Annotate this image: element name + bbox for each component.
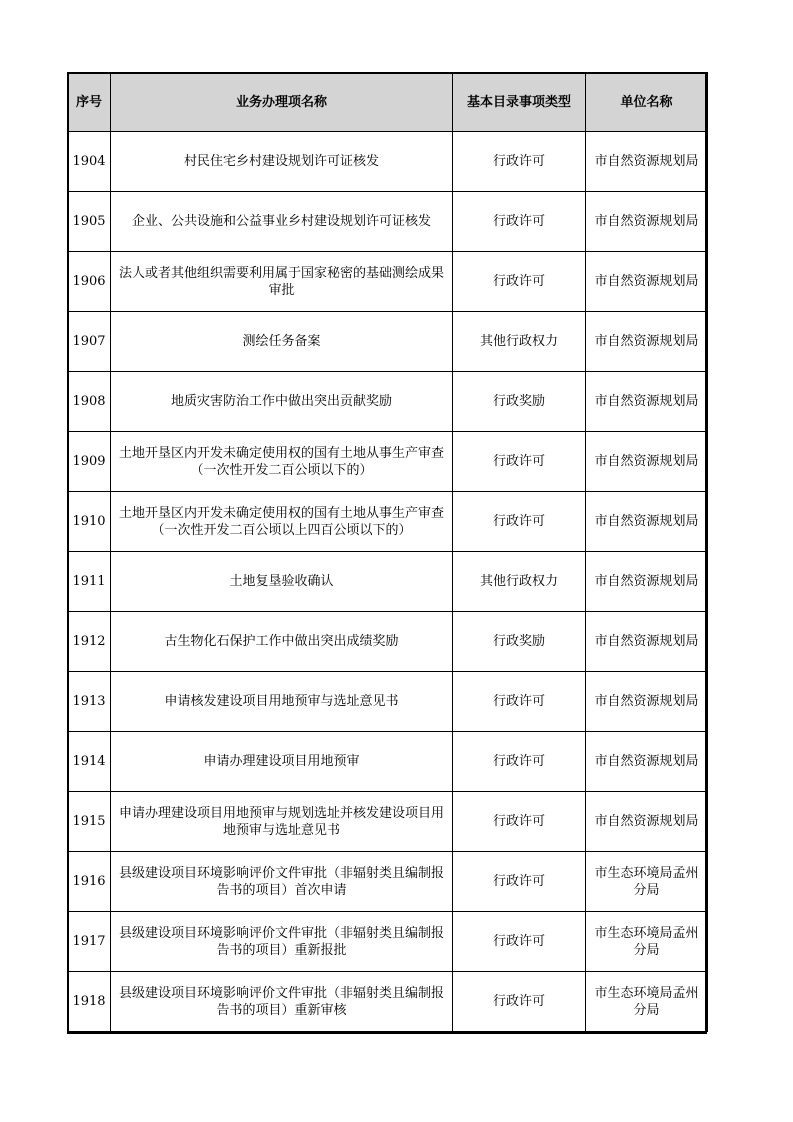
cell-index: 1910 bbox=[68, 492, 111, 552]
cell-name: 地质灾害防治工作中做出突出贡献奖励 bbox=[111, 372, 453, 432]
cell-type: 行政许可 bbox=[453, 852, 586, 912]
cell-unit: 市自然资源规划局 bbox=[586, 312, 708, 372]
cell-unit: 市生态环境局孟州分局 bbox=[586, 912, 708, 972]
cell-name: 测绘任务备案 bbox=[111, 312, 453, 372]
table-row bbox=[68, 972, 708, 1032]
cell-type: 行政许可 bbox=[453, 432, 586, 492]
table-row bbox=[68, 792, 708, 852]
cell-type: 行政许可 bbox=[453, 732, 586, 792]
table-row bbox=[68, 432, 708, 492]
cell-unit: 市自然资源规划局 bbox=[586, 192, 708, 252]
cell-type: 行政许可 bbox=[453, 192, 586, 252]
cell-type: 行政奖励 bbox=[453, 372, 586, 432]
cell-name: 法人或者其他组织需要利用属于国家秘密的基础测绘成果审批 bbox=[111, 252, 453, 312]
cell-index: 1908 bbox=[68, 372, 111, 432]
cell-index: 1909 bbox=[68, 432, 111, 492]
table-row bbox=[68, 132, 708, 192]
table-row bbox=[68, 552, 708, 612]
cell-unit: 市自然资源规划局 bbox=[586, 732, 708, 792]
table-row bbox=[68, 612, 708, 672]
cell-index: 1912 bbox=[68, 612, 111, 672]
cell-type: 其他行政权力 bbox=[453, 552, 586, 612]
cell-name: 古生物化石保护工作中做出突出成绩奖励 bbox=[111, 612, 453, 672]
cell-index: 1911 bbox=[68, 552, 111, 612]
header-unit: 单位名称 bbox=[586, 73, 708, 132]
cell-unit: 市自然资源规划局 bbox=[586, 372, 708, 432]
cell-unit: 市自然资源规划局 bbox=[586, 552, 708, 612]
cell-type: 行政许可 bbox=[453, 972, 586, 1032]
cell-type: 行政许可 bbox=[453, 252, 586, 312]
cell-index: 1904 bbox=[68, 132, 111, 192]
cell-type: 行政许可 bbox=[453, 912, 586, 972]
service-items-table bbox=[67, 72, 708, 1032]
cell-unit: 市生态环境局孟州分局 bbox=[586, 852, 708, 912]
cell-type: 行政许可 bbox=[453, 792, 586, 852]
table-row bbox=[68, 672, 708, 732]
cell-type: 行政许可 bbox=[453, 132, 586, 192]
table-row bbox=[68, 252, 708, 312]
cell-index: 1906 bbox=[68, 252, 111, 312]
cell-name: 县级建设项目环境影响评价文件审批（非辐射类且编制报告书的项目）重新审核 bbox=[111, 972, 453, 1032]
cell-name: 土地开垦区内开发未确定使用权的国有土地从事生产审查（一次性开发二百公顷以下的） bbox=[111, 432, 453, 492]
cell-name: 县级建设项目环境影响评价文件审批（非辐射类且编制报告书的项目）首次申请 bbox=[111, 852, 453, 912]
table-row bbox=[68, 312, 708, 372]
cell-index: 1907 bbox=[68, 312, 111, 372]
cell-name: 企业、公共设施和公益事业乡村建设规划许可证核发 bbox=[111, 192, 453, 252]
cell-unit: 市自然资源规划局 bbox=[586, 252, 708, 312]
cell-name: 土地复垦验收确认 bbox=[111, 552, 453, 612]
header-name: 业务办理项名称 bbox=[111, 73, 453, 132]
cell-type: 行政许可 bbox=[453, 672, 586, 732]
cell-unit: 市自然资源规划局 bbox=[586, 612, 708, 672]
cell-unit: 市自然资源规划局 bbox=[586, 792, 708, 852]
table-row bbox=[68, 192, 708, 252]
table-row bbox=[68, 912, 708, 972]
cell-index: 1905 bbox=[68, 192, 111, 252]
table-row bbox=[68, 852, 708, 912]
cell-name: 申请办理建设项目用地预审 bbox=[111, 732, 453, 792]
table-row bbox=[68, 372, 708, 432]
cell-index: 1915 bbox=[68, 792, 111, 852]
cell-type: 行政许可 bbox=[453, 492, 586, 552]
cell-name: 县级建设项目环境影响评价文件审批（非辐射类且编制报告书的项目）重新报批 bbox=[111, 912, 453, 972]
cell-name: 村民住宅乡村建设规划许可证核发 bbox=[111, 132, 453, 192]
cell-index: 1913 bbox=[68, 672, 111, 732]
header-index: 序号 bbox=[68, 73, 111, 132]
cell-unit: 市生态环境局孟州分局 bbox=[586, 972, 708, 1032]
cell-name: 申请核发建设项目用地预审与选址意见书 bbox=[111, 672, 453, 732]
cell-index: 1916 bbox=[68, 852, 111, 912]
header-type: 基本目录事项类型 bbox=[453, 73, 586, 132]
cell-unit: 市自然资源规划局 bbox=[586, 492, 708, 552]
cell-type: 其他行政权力 bbox=[453, 312, 586, 372]
cell-name: 土地开垦区内开发未确定使用权的国有土地从事生产审查（一次性开发二百公顷以上四百公顷以下的） bbox=[111, 492, 453, 552]
cell-unit: 市自然资源规划局 bbox=[586, 132, 708, 192]
table-row bbox=[68, 492, 708, 552]
table-row bbox=[68, 732, 708, 792]
cell-index: 1917 bbox=[68, 912, 111, 972]
cell-index: 1918 bbox=[68, 972, 111, 1032]
cell-unit: 市自然资源规划局 bbox=[586, 432, 708, 492]
cell-name: 申请办理建设项目用地预审与规划选址并核发建设项目用地预审与选址意见书 bbox=[111, 792, 453, 852]
cell-unit: 市自然资源规划局 bbox=[586, 672, 708, 732]
cell-type: 行政奖励 bbox=[453, 612, 586, 672]
table-header-row bbox=[68, 73, 708, 132]
cell-index: 1914 bbox=[68, 732, 111, 792]
